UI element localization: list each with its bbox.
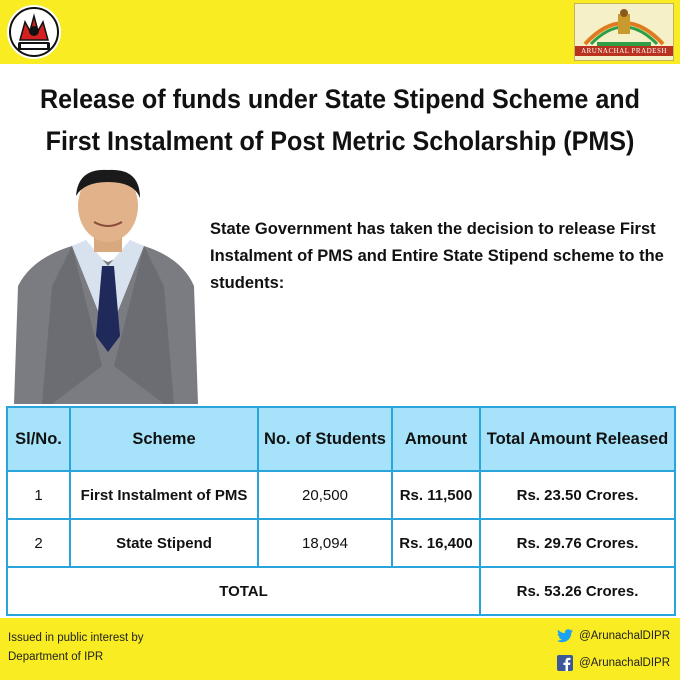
facebook-handle: @ArunachalDIPR (579, 657, 670, 669)
table-row (7, 519, 675, 567)
header-sl-no: Sl/No. (7, 407, 70, 471)
issued-line-1: Issued in public interest by (8, 632, 144, 644)
header-amount: Amount (392, 407, 480, 471)
issued-line-2: Department of IPR (8, 651, 104, 663)
cell-students: 20,500 (258, 471, 392, 519)
title-line-2: First Instalment of Post Metric Scholarship (PMS) (45, 126, 635, 156)
table-total-row (7, 567, 675, 615)
intro-text: State Government has taken the decision to release First Instalment of PMS and Entire State Stipend scheme to the students: (210, 220, 664, 292)
cell-amount: Rs. 11,500 (392, 471, 480, 519)
twitter-icon (557, 629, 573, 643)
cell-total: Rs. 29.76 Crores. (480, 519, 675, 567)
title-line-1: Release of funds under State Stipend Scheme and (40, 84, 640, 114)
facebook-handle-link[interactable] (557, 654, 670, 672)
header-no-of-students: No. of Students (258, 407, 392, 471)
page-title (33, 78, 647, 162)
cell-sl: 2 (7, 519, 70, 567)
funds-table (6, 406, 676, 616)
bottom-banner (0, 618, 680, 680)
arunachal-emblem-icon (574, 3, 674, 61)
cell-scheme: State Stipend (70, 519, 258, 567)
table-row (7, 471, 675, 519)
cell-total: Rs. 23.50 Crores. (480, 471, 675, 519)
total-value: Rs. 53.26 Crores. (480, 567, 675, 615)
cell-sl: 1 (7, 471, 70, 519)
cell-scheme: First Instalment of PMS (70, 471, 258, 519)
chief-minister-portrait (12, 166, 198, 404)
top-banner (0, 0, 680, 64)
issued-by-text (8, 629, 144, 667)
twitter-handle-link[interactable] (557, 627, 670, 645)
dipr-logo-icon (6, 4, 62, 60)
cell-students: 18,094 (258, 519, 392, 567)
facebook-icon (557, 655, 573, 671)
header-total-amount-released: Total Amount Released (480, 407, 675, 471)
table-header-row (7, 407, 675, 471)
twitter-handle: @ArunachalDIPR (579, 630, 670, 642)
header-scheme: Scheme (70, 407, 258, 471)
emblem-caption: ARUNACHAL PRADESH (575, 46, 673, 56)
cell-amount: Rs. 16,400 (392, 519, 480, 567)
total-label: TOTAL (7, 567, 480, 615)
